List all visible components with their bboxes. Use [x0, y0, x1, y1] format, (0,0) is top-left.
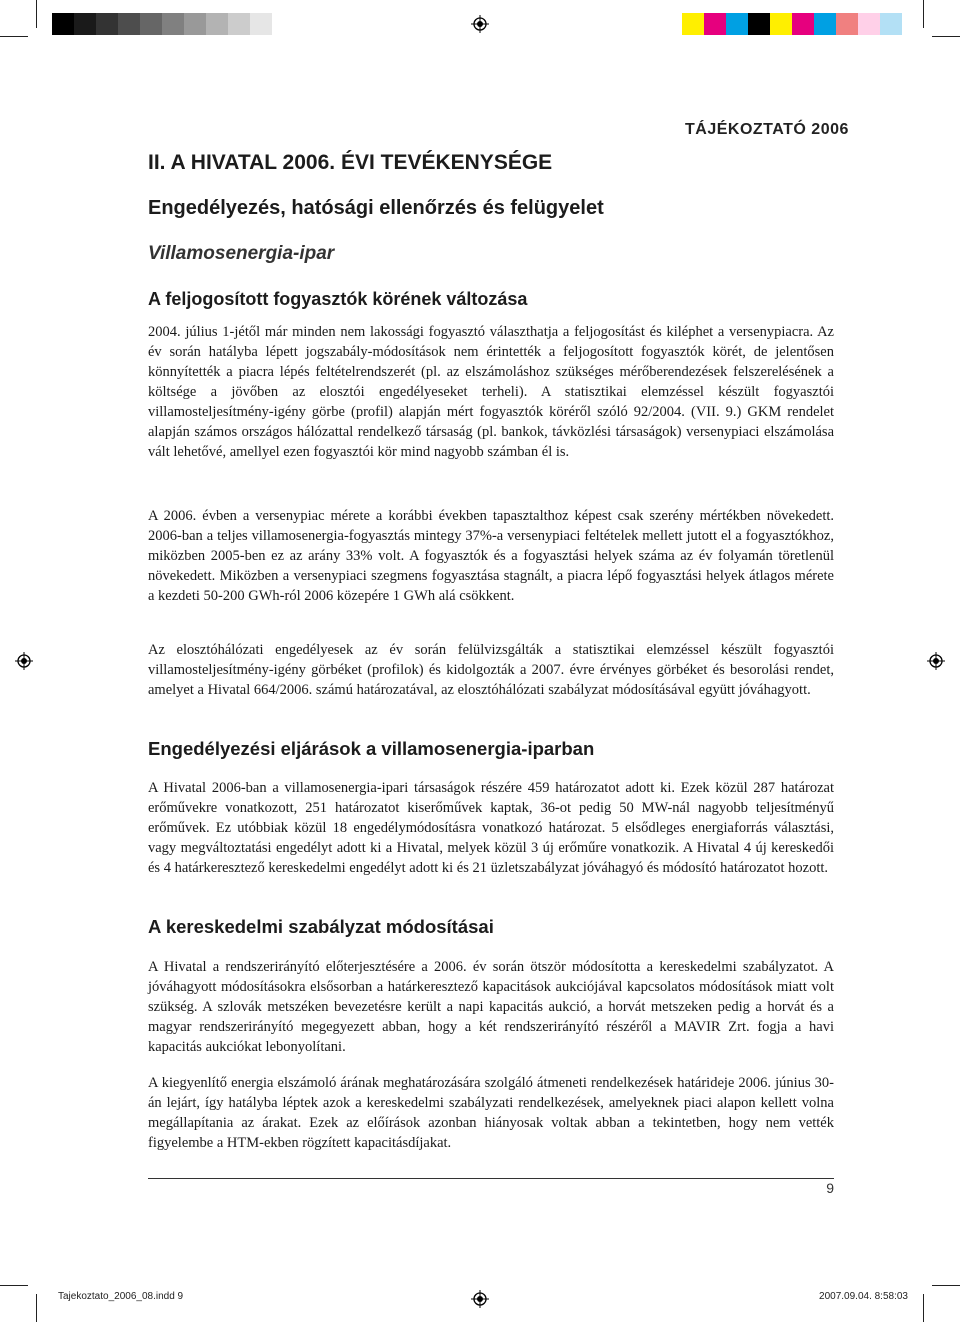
registration-mark-icon: [15, 652, 33, 670]
calibration-swatch: [682, 13, 704, 35]
calibration-swatch: [206, 13, 228, 35]
registration-mark-icon: [927, 652, 945, 670]
crop-mark: [932, 36, 960, 37]
paragraph-eligible-consumers: 2004. július 1-jétől már minden nem lakossági fogyasztó választhatja a feljogosítást és kiléphet a versenypiacra. Az év során hatályba lépett jogszabály-módosítások nem érintették a feljogosított fogyasztók körét, de jelentősen könnyítették a piacra lépés feltételrendszerét (pl. az elszámoláshoz szükséges mérőberendezések felszerelésének a költsége a jövőben az elosztói engedélyeseket terheli). A statisztikai elemzéssel készült fogyasztói villamosteljesítmény-igény görbe (profil) alapján mért fogyasztók köréről szóló 92/2004. (VII. 9.) GKM rendelet alapján számos országos hálózattal rendelkező társaság (pl. bankok, távközlési társaságok) versenypiaci elszámolása vált lehetővé, amellyel ezen fogyasztói kör mind nagyobb számban él is.: [148, 324, 834, 460]
slug-timestamp: 2007.09.04. 8:58:03: [819, 1291, 908, 1302]
crop-mark: [36, 0, 37, 28]
calibration-swatch: [858, 13, 880, 35]
topic-title: A feljogosított fogyasztók körének változása: [148, 289, 528, 309]
crop-mark: [923, 0, 924, 28]
paragraph-profiles: Az elosztóhálózati engedélyesek az év során felülvizsgálták a statisztikai elemzéssel készült fogyasztói villamosteljesítmény-igény görbéket (profilok) és kidolgozták a 2007. évre érvényes görbéket és besorolási rendet, amelyet a Hivatal 664/2006. számú határozatával, az elosztóhálózati szabályzat módosításával együtt jóváhagyott.: [148, 642, 834, 698]
paragraph-balancing-energy: A kiegyenlítő energia elszámoló árának meghatározására szolgáló átmeneti rendelkezések határideje 2006. június 30-án lejárt, így hatályba léptek azok a kereskedelmi szabályzati rendelkezések, amelyeknek piaci alapon kellett volna megállapítania az árakat. Ezek az előírások azonban hiányosak voltak abban a tekintetben, hogy nem vették figyelembe a HTM-ekben rögzített kapacitásdíjakat.: [148, 1075, 834, 1151]
paragraph-market-size: A 2006. évben a versenypiac mérete a korábbi években tapasztalthoz képest csak szerény mértékben növekedett. 2006-ban a teljes villamosenergia-fogyasztás mintegy 37%-a versenypiaci feltételek mellett jutott el a fogyasztókhoz, miközben 2005-ben ez az arány 33% volt. A fogyasztók és a fogyasztási helyek száma az év folyamán töretlenül növekedett. Miközben a versenypiaci szegmens fogyasztása stagnált, a piacra lépő fogyasztási helyek átlagos mérete a kezdeti 50-200 GWh-ról 2006 közepére 1 GWh alá csökkent.: [148, 508, 834, 604]
calibration-swatch: [770, 13, 792, 35]
calibration-swatch: [118, 13, 140, 35]
crop-mark: [923, 1294, 924, 1322]
calibration-swatch: [726, 13, 748, 35]
calibration-swatch: [74, 13, 96, 35]
subsection-title: Villamosenergia-ipar: [148, 243, 335, 264]
calibration-swatch: [880, 13, 902, 35]
calibration-swatch: [96, 13, 118, 35]
calibration-swatch: [140, 13, 162, 35]
footer-rule: [148, 1178, 834, 1179]
chapter-title: II. A HIVATAL 2006. ÉVI TEVÉKENYSÉGE: [148, 151, 553, 174]
slug-filename: Tajekoztato_2006_08.indd 9: [58, 1291, 184, 1302]
calibration-swatch: [836, 13, 858, 35]
calibration-swatch: [250, 13, 272, 35]
crop-mark: [36, 1294, 37, 1322]
page-number: 9: [826, 1180, 834, 1196]
running-header: TÁJÉKOZTATÓ 2006: [685, 121, 849, 138]
crop-mark: [932, 1285, 960, 1286]
crop-mark: [0, 36, 28, 37]
paragraph-licensing: A Hivatal 2006-ban a villamosenergia-ipari társaságok részére 459 határozatot adott ki. Ezek közül 287 határozat erőművekre vonatkozott, 251 határozatot kiserőművek kaptak, 36-ot pedig 50 MW-nál nagyobb teljesítményű erőművek. Ez utóbbiak közül 18 engedélymódosításra vonatkozó határozat. 5 elsődleges energiaforrás választási, vagy megváltoztatási engedélyt adott ki a Hivatal, melyek közül 3 új erőműre vonatkozik. A Hivatal 4 új kereskedői és 4 határkeresztező kereskedelmi engedélyt adott ki és 21 üzletszabályzat jóváhagyó és módosító határozatot hozott.: [148, 780, 834, 876]
calibration-swatch: [704, 13, 726, 35]
calibration-swatch: [184, 13, 206, 35]
registration-mark-icon: [471, 1290, 489, 1308]
paragraph-trade-code: A Hivatal a rendszerirányító előterjesztésére a 2006. év során ötször módosította a kereskedelmi szabályzatot. A jóváhagyott módosításokra elsősorban a határkeresztező kapacitások aukciójával kapcsolatos módosítások miatt volt szükség. A szlovák metszéken bevezetésre került a napi kapacitás aukció, a horvát metszeken pedig a horvát és a magyar rendszerirányító megegyezett abban, hogy a két rendszerirányító részéről a MAVIR Zrt. fogja a havi kapacitás aukciókat lebonyolítani.: [148, 959, 834, 1055]
crop-mark: [0, 1285, 28, 1286]
calibration-swatch: [52, 13, 74, 35]
calibration-swatch: [748, 13, 770, 35]
section-title: Engedélyezés, hatósági ellenőrzés és felügyelet: [148, 197, 604, 219]
heading-licensing: Engedélyezési eljárások a villamosenergia-iparban: [148, 738, 595, 759]
calibration-swatch: [792, 13, 814, 35]
calibration-swatch: [814, 13, 836, 35]
registration-mark-icon: [471, 15, 489, 33]
grayscale-calibration-bar: [52, 13, 272, 35]
calibration-swatch: [228, 13, 250, 35]
calibration-swatch: [162, 13, 184, 35]
color-calibration-bar: [682, 13, 902, 35]
heading-trade-code: A kereskedelmi szabályzat módosításai: [148, 916, 494, 937]
